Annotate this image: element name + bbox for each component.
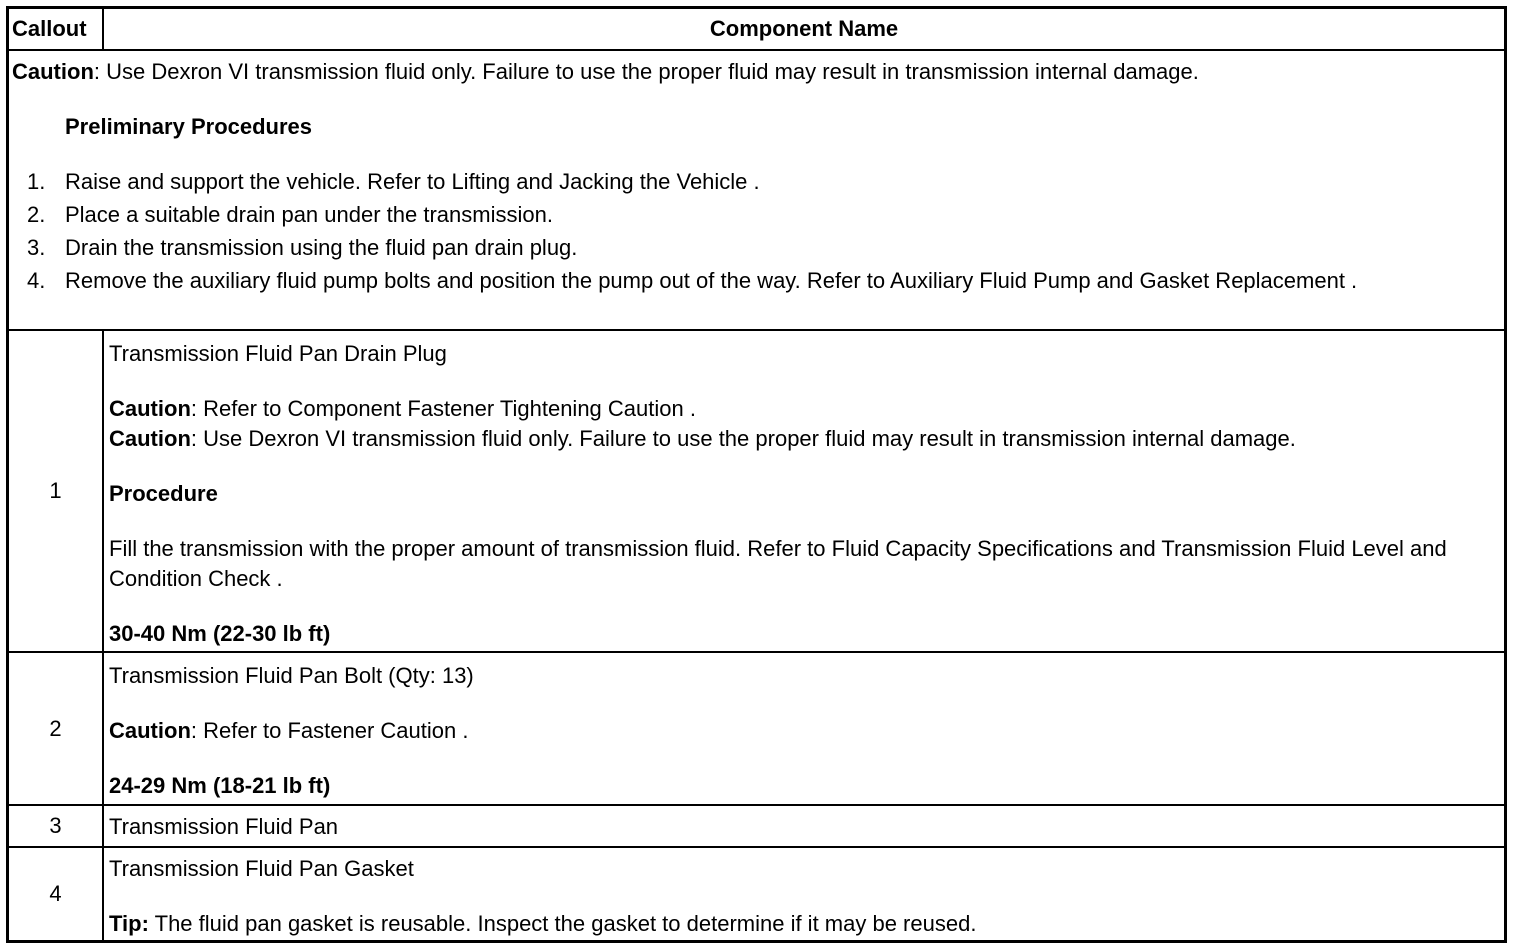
- table-header-row: [9, 9, 1504, 51]
- component-name: Transmission Fluid Pan Drain Plug: [109, 341, 447, 366]
- preliminary-title: Preliminary Procedures: [65, 114, 313, 139]
- caution-label: Caution: [12, 59, 94, 84]
- table-row: [9, 653, 1504, 806]
- procedure-title: Procedure: [109, 481, 218, 506]
- list-item: 1. Raise and support the vehicle. Refer to Lifting and Jacking the Vehicle .: [27, 169, 760, 194]
- component-name: Transmission Fluid Pan Gasket: [109, 856, 414, 881]
- caution-line: Caution: Refer to Fastener Caution .: [109, 718, 469, 743]
- list-item: 4. Remove the auxiliary fluid pump bolts and position the pump out of the way. Refer to Auxiliary Fluid Pump and Gasket Replacement .: [27, 268, 1358, 293]
- caution-line: Caution: Use Dexron VI transmission fluid only. Failure to use the proper fluid may result in transmission internal damage.: [109, 426, 1296, 451]
- tip-line: Tip: The fluid pan gasket is reusable. Inspect the gasket to determine if it may be reused.: [109, 911, 977, 936]
- component-name: Transmission Fluid Pan Bolt (Qty: 13): [109, 663, 474, 688]
- torque-spec: 30-40 Nm (22-30 lb ft): [109, 621, 331, 646]
- preliminary-steps: [12, 167, 1498, 296]
- component-table: [6, 6, 1507, 943]
- torque-spec: 24-29 Nm (18-21 lb ft): [109, 773, 331, 798]
- callout-number: 2: [9, 653, 104, 804]
- procedure-text: Fill the transmission with the proper amount of transmission fluid. Refer to Fluid Capacity Specifications and Transmission Fluid Level and Condition Check .: [109, 536, 1447, 591]
- list-item: 3. Drain the transmission using the fluid pan drain plug.: [27, 235, 578, 260]
- table-row: [9, 848, 1504, 940]
- callout-number: 3: [9, 806, 104, 846]
- table-row: [9, 806, 1504, 848]
- caution-text: : Use Dexron VI transmission fluid only. Failure to use the proper fluid may result in transmission internal damage.: [93, 59, 1199, 84]
- table-row: [9, 331, 1504, 653]
- callout-number: 1: [9, 331, 104, 651]
- preliminary-caution: [12, 57, 1498, 87]
- component-name: Transmission Fluid Pan: [109, 814, 339, 839]
- caution-line: Caution: Refer to Component Fastener Tightening Caution .: [109, 396, 696, 421]
- header-callout: Callout: [9, 9, 104, 49]
- list-item: 2. Place a suitable drain pan under the transmission.: [27, 202, 553, 227]
- header-component-name: Component Name: [709, 16, 899, 41]
- preliminary-row: [9, 51, 1504, 331]
- callout-number: 4: [9, 848, 104, 940]
